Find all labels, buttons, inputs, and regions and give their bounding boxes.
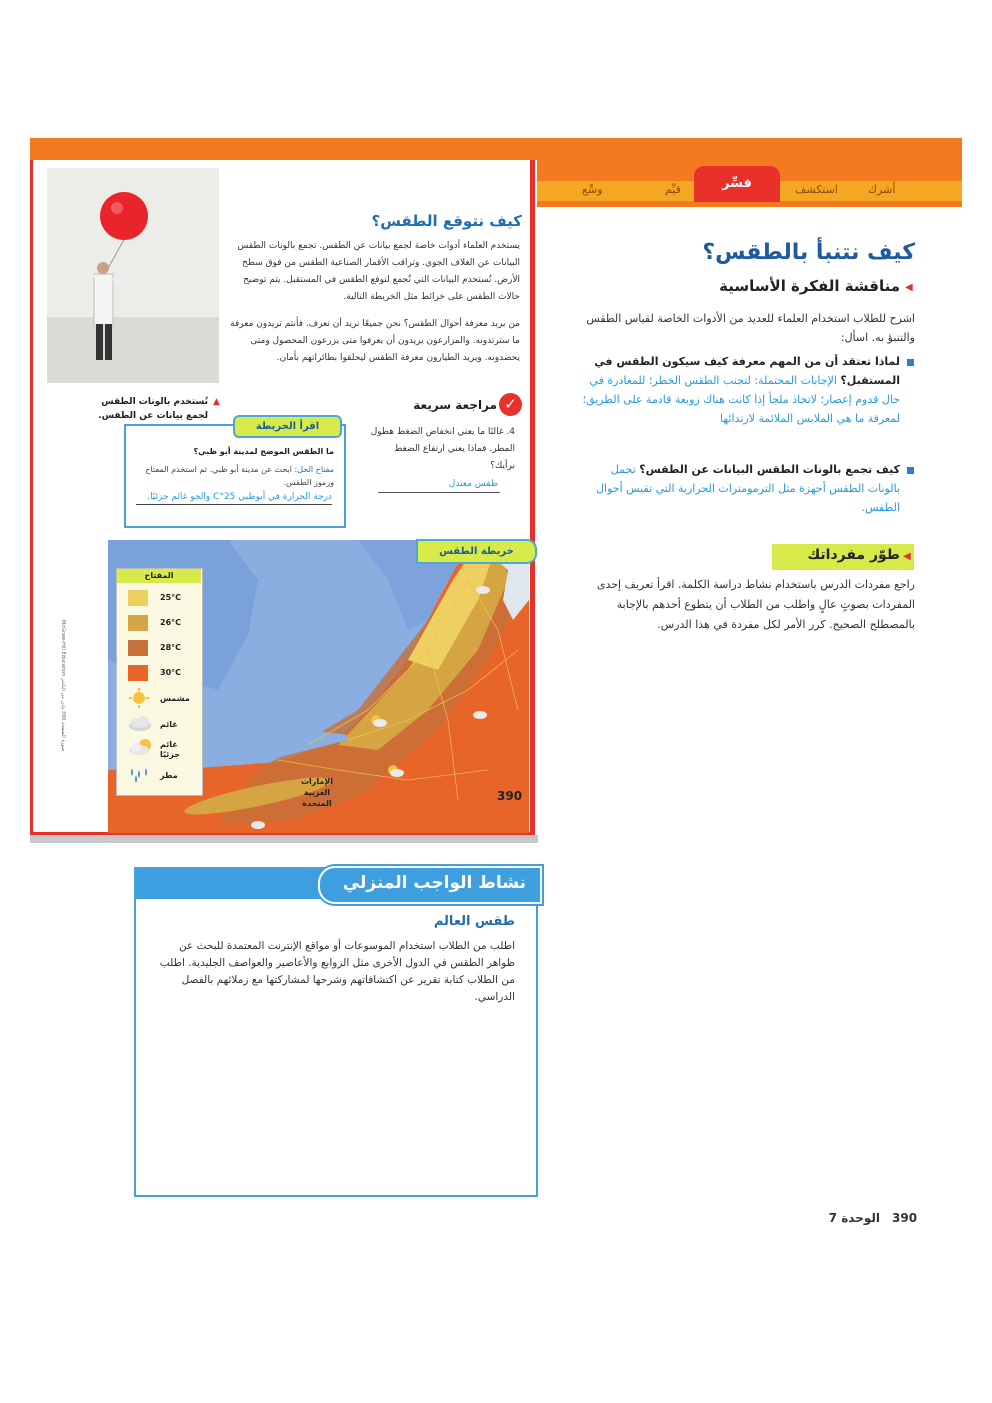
discussion-heading: مناقشة الفكرة الأساسية (719, 277, 900, 295)
checkmark-icon: ✓ (499, 393, 522, 416)
key-label-30: 30°C (160, 668, 182, 677)
key-swatch-28 (128, 640, 148, 656)
vocab-arrow-icon: ◀ (903, 551, 911, 562)
read-map-answer: درجة الحرارة في أبوظبي 25°C والجو غائم جزئيًا. (136, 492, 332, 505)
tab-extend[interactable]: وسِّع (582, 183, 603, 196)
teacher-title: كيف نتنبأ بالطقس؟ (702, 240, 915, 265)
header-band (30, 138, 962, 160)
weather-balloon-photo (47, 168, 219, 383)
cloudy-icon (127, 716, 153, 736)
tab-explain[interactable]: فسِّر (694, 166, 780, 202)
vocab-heading: طوّر مفرداتك (807, 547, 900, 563)
read-map-tag: اقرأ الخريطة (233, 415, 342, 438)
tab-explore[interactable]: استكشف (795, 183, 838, 196)
section-title: كيف نتوقع الطقس؟ (371, 212, 522, 230)
page-number: 390 (892, 1211, 918, 1225)
heading-arrow-icon: ◀ (905, 282, 913, 293)
question-1-text: لماذا تعتقد أن من المهم معرفة كيف سيكون الطقس في المستقبل؟ (594, 355, 900, 387)
key-cloudy: غائم (160, 720, 178, 729)
read-map-question: ما الطقس الموضح لمدينة أبو ظبي؟ (193, 447, 334, 456)
partly-cloudy-icon (127, 737, 155, 761)
homework-tab-label: نشاط الواجب المنزلي (342, 873, 526, 893)
student-page-shadow (30, 835, 538, 843)
vocab-text: راجع مفردات الدرس باستخدام نشاط دراسة الكلمة. اقرأ تعريف إحدى المفردات بصوتٍ عالٍ واطلب من الطلاب أن يتطوع أحدهم بالإجابة بالمصطلح الصحيح. كرر الأمر لكل مفردة في هذا الدرس. (596, 578, 915, 631)
homework-heading: طقس العالم (433, 914, 515, 929)
key-label-26: 26°C (160, 618, 182, 627)
key-partly-cloudy: غائم جزئيًا (160, 740, 181, 759)
student-paragraph-1: يستخدم العلماء أدوات خاصة لجمع بيانات عن الطقس. تجمع بالونات الطقس البيانات عن الغلاف الجوي. وتراقب الأقمار الصناعية الطقس من فوق سطح الأرض. تُستخدم البيانات التي تُجمع لتوقع الطقس في المستقبل. يتم توضيح حالات الطقس على خرائط مثل الخريطة التالية. (237, 241, 520, 302)
hint-label: مفتاح الحل: (294, 465, 334, 474)
answer-2-text: تحمل بالونات الطقس أجهزة مثل الترمومترات الحرارية التي تقيس أحوال الطقس. (596, 463, 900, 514)
question-2 (580, 460, 900, 517)
homework-text: اطلب من الطلاب استخدام الموسوعات أو مواقع الإنترنت المعتمدة للبحث عن ظواهر الطقس في الدول الأخرى مثل الزوابع والأعاصير والعواصف الجليدية. اطلب من الطلاب كتابة تقرير عن اكتشافاتهم وشرحها لمشاركتها مع زملائهم بالفصل الدراسي. (159, 940, 515, 1003)
unit-label: الوحدة 7 (828, 1211, 880, 1225)
quick-check-question: 4. غالبًا ما يعني انخفاض الضغط هطول المطر. فماذا يعني ارتفاع الضغط برأيك؟ (370, 427, 515, 471)
key-swatch-26 (128, 615, 148, 631)
bullet-icon (907, 467, 914, 474)
question-1 (580, 352, 900, 428)
map-region-label: الإمارات العربية المتحدة (300, 777, 334, 808)
key-swatch-30 (128, 665, 148, 681)
weather-map-tag: خريطة الطقس (416, 539, 537, 564)
key-sunny: مشمس (160, 694, 190, 703)
quick-check-title: مراجعة سريعة (413, 398, 497, 412)
caption-marker-icon: ▲ (213, 397, 220, 407)
tab-engage[interactable]: أشرك (868, 183, 896, 196)
hint-text: ابحث عن مدينة أبو ظبي. ثم استخدم المفتاح ورموز الطقس. (145, 465, 334, 487)
rain-icon (127, 764, 153, 788)
answer-1-text: الإجابات المحتملة: لتجنب الطقس الخطر؛ للمغادرة في حال قدوم إعصار؛ لاتخاذ ملجأ إذا كانت هناك زوبعة قادمة على الطريق؛ لمعرفة ما هي الملابس الملائمة لارتدائها (582, 374, 900, 425)
key-label-28: 28°C (160, 643, 182, 652)
key-label-25: 25°C (160, 593, 182, 602)
discussion-intro: اشرح للطلاب استخدام العلماء للعديد من الأدوات الخاصة لقياس الطقس والتنبؤ به. اسأل: (586, 312, 915, 344)
bullet-icon (907, 359, 914, 366)
question-2-text: كيف تجمع بالونات الطقس البيانات عن الطقس؟ (639, 463, 900, 476)
quick-check-answer: طقس معتدل (448, 479, 498, 489)
sunny-icon (127, 688, 151, 712)
map-key-title: المفتاح (117, 569, 201, 583)
tab-evaluate[interactable]: قيِّم (665, 183, 681, 196)
photo-caption: تُستخدم بالونات الطقس لجمع بيانات عن الطقس. (98, 397, 208, 421)
key-swatch-25 (128, 590, 148, 606)
student-paragraph-2: من يريد معرفة أحوال الطقس؟ نحن جميعًا نريد أن نعرف. فأنتم تريدون معرفة ما سترتدونه. والمزارعون يريدون أن يعرفوا متى يزرعون المحصول ومتى يحصدونه. ويريد الطيارون معرفة الطقس ليحلقوا بطائراتهم بأمان. (230, 319, 520, 363)
homework-tab (318, 866, 542, 904)
answer-line (378, 492, 500, 493)
key-rain: مطر (160, 771, 178, 780)
credit-line: McGraw-Hill Education صورة الصفحة 390 بإذن من الناشر (60, 620, 66, 752)
map-page-stamp: 390 (497, 789, 523, 803)
read-map-hint (134, 463, 334, 489)
